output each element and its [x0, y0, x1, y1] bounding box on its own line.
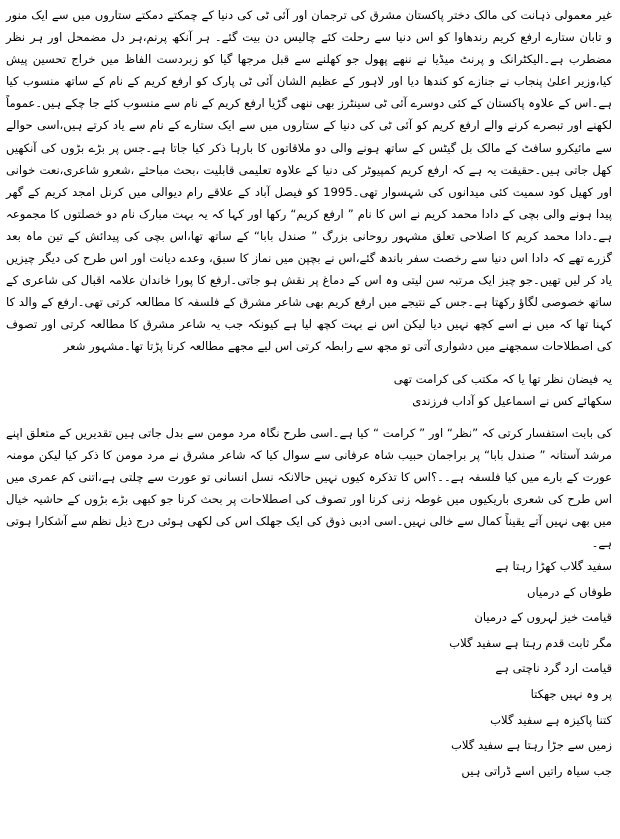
poem-line: سفید گلاب کھڑا رہتا ہے: [495, 559, 612, 574]
poem-line: پر وہ نہیں جھکتا: [530, 687, 612, 702]
poem-line: مگر ثابت قدم رہتا ہے سفید گلاب: [449, 635, 612, 650]
article-paragraph-discussion: کی بابت استفسار کرتی کہ ”نظر“ اور ” کرامت “ کیا ہے۔اسی طرح نگاہ مرد مومن سے بدل جاتی ہیں تقدیریں کے متعلق اپنے مرشد آستانہ ” صندل بابا“ پر براجمان حبیب شاہ عرفانی سے سوال کیا کہ شاعر مشرق نے مرد مومن کا ذکر کیا لیکن مومنہ عورت کے بارے میں کیا فلسفہ ہے۔۔؟اس کا تذکرہ کیوں نہیں حالانکہ نسل انسانی تو عورت سے چلتی ہے،اتنی کم عمری میں اس طرح کی شعری باریکیوں میں غوطہ زنی کرنا اور تصوف کی اصطلاحات پر بحث کرنا جو کبھی بڑے بڑوں کے حاشیہ خیال میں بھی نہیں آتے یقیناً کمال سے خالی نہیں۔اسی ادبی ذوق کی ایک جھلک اس کی لکھی ہوئی درج ذیل نظم سے آشکارا ہوتی ہے۔: [6, 425, 612, 550]
poem-line: قیامت ارد گرد ناچتی ہے: [495, 661, 612, 676]
article-paragraph-intro: غیر معمولی ذہانت کی مالک دختر پاکستان مشرق کی ترجمان اور آئی ٹی کی دنیا کے چمکتے دمکتے ستاروں میں سے ایک منور و تابان ستارے ارفع کریم رندھاوا کو اس دنیا سے رحلت کئے چالیس دن بیت گئے۔ ہر آنکھ پرنم،ہر دل مضمحل اور ہر نظر مضطرب ہے۔الیکٹرانک و پرنٹ میڈیا نے ننھے پھول جو کھلنے سے قبل مرجھا گیا کو زبردست الفاظ میں خراج تحسین پیش کیا،وزیر اعلیٰ پنجاب نے جنازے کو کندھا دیا اور لاہور کے عظیم الشان آئی ٹی پارک کو ارفع کریم کے نام کے ساتھ منسوب کیا ہے۔اس کے علاوہ پاکستان کے کئی دوسرے آئی ٹی سینٹرز بھی ننھی گڑیا ارفع کریم کے نام سے منسوب کئے جا چکے ہیں۔عموماً لکھنے اور تبصرے کرنے والے ارفع کریم کو آئی ٹی کی دنیا کے ستاروں میں سے ایک ستارے کے نام سے یاد کرتے ہیں،اسی حوالے سے مائیکرو سافٹ کے مالک بل گیٹس کے ساتھ ہونے والی دو ملاقاتوں کا بارہا ذکر کیا جاتا ہے۔جس پر بڑے بڑوں کی آنکھیں کھل جاتی ہیں۔حقیقت یہ ہے کہ ارفع کریم کمپیوٹر کی دنیا کے علاوہ تعلیمی قابلیت ،بحث مباحثے ،شعرو شاعری،نعت خوانی اور کھیل کود سمیت کئی میدانوں کی شہسوار تھی۔1995 کو فیصل آباد کے علاقے رام دیوالی میں کرنل امجد کریم کے گھر پیدا ہونے والی بچی کے دادا محمد کریم نے اس کا نام ” ارفع کریم“ رکھا اور کہا کہ یہ بہت مبارک نام دو خصلتوں کا مجموعہ ہے۔دادا محمد کریم کا اصلاحی تعلق مشہور روحانی بزرگ ” صندل بابا“ کے ساتھ تھا،اس بچی کی پیدائش کے تین ماہ بعد گزرے تھے کہ دادا اس دنیا سے رخصت سفر باندھ گئے،اس نے بچپن میں نماز کا سبق، وعدے دیانت اور اس طرح کی دیگر چیزیں یاد کر لیں تھیں۔جو چیز ایک مرتبہ سن لیتی وہ اس کے دماغ پر نقش ہو جاتی۔ارفع کا پورا خاندان علامہ اقبال کی شاعری کے ساتھ خصوصی لگاؤ رکھتا ہے۔جس کے نتیجے میں ارفع کریم بھی شاعر مشرق کے فلسفہ کا مطالعہ کرتی تھی۔ارفع کے والد کا کہنا تھا کہ میں نے اسے کچھ نہیں دیا لیکن اس نے بہت کچھ لیا ہے کیونکہ جب یہ شاعر مشرق کا مطالعہ کرتی اور تصوف کی اصطلاحات سمجھنے میں دشواری آتی تو مجھ سے رابطہ کرتی اس لیے مجھے مطالعہ کرنا پڑتا تھا۔مشہور شعر: [6, 8, 613, 354]
poem-block: [6, 554, 612, 784]
poem-line: کتنا پاکیزہ ہے سفید گلاب: [490, 712, 612, 727]
couplet-line-2: سکھائے کس نے اسماعیل کو آداب فرزندی: [412, 393, 612, 408]
poem-line: قیامت خیز لہروں کے درمیان: [474, 610, 612, 625]
paragraph-gap: [6, 412, 612, 422]
poem-line: زمیں سے جڑا رہتا ہے سفید گلاب: [450, 738, 612, 753]
poem-line: جب سیاہ راتیں اسے ڈراتی ہیں: [461, 763, 612, 778]
poem-line: طوفاں کے درمیاں: [526, 584, 612, 599]
paragraph-gap: [6, 358, 612, 368]
couplet-line-1: یہ فیضان نظر تھا یا کہ مکتب کی کرامت تھی: [393, 371, 612, 386]
